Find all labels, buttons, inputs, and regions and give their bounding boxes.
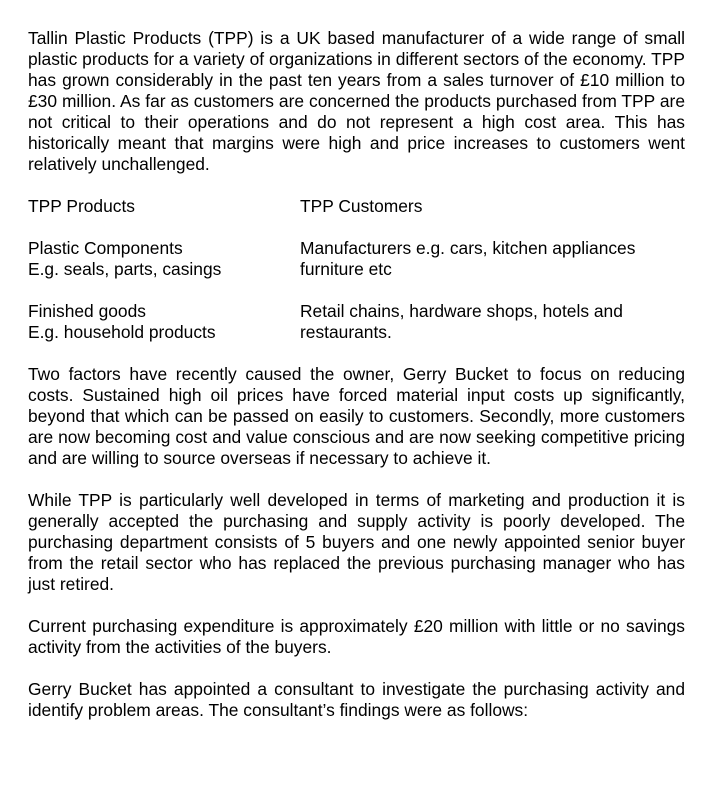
- intro-paragraph: Tallin Plastic Products (TPP) is a UK based manufacturer of a wide range of small plastic products for a variety of organizations in different sectors of the economy. TPP has grown considerably in the past ten years from a sales turnover of £10 million to £30 million. As far as customers are concerned the products purchased from TPP are not critical to their operations and do not represent a high cost area. This has historically meant that margins were high and price increases to customers went relatively unchallenged.: [28, 28, 685, 174]
- product-cell: [28, 301, 300, 343]
- factors-paragraph: Two factors have recently caused the owner, Gerry Bucket to focus on reducing costs. Sustained high oil prices have forced material input costs up significantly, beyond that which can be passed on easily to customers. Secondly, more customers are now becoming cost and value conscious and are now seeking competitive pricing and are willing to source overseas if necessary to achieve it.: [28, 364, 685, 468]
- table-header-row: [28, 196, 685, 217]
- customer-line: Manufacturers e.g. cars, kitchen appliances: [300, 238, 636, 258]
- customer-cell: [300, 301, 685, 343]
- product-name: Finished goods: [28, 301, 146, 321]
- customer-cell: [300, 238, 685, 280]
- table-row: [28, 238, 685, 280]
- customer-line: restaurants.: [300, 322, 392, 342]
- customer-line: furniture etc: [300, 259, 392, 279]
- customer-line: Retail chains, hardware shops, hotels and: [300, 301, 623, 321]
- customers-column-header: TPP Customers: [300, 196, 423, 216]
- document-page: [28, 28, 685, 742]
- expenditure-paragraph: Current purchasing expenditure is approximately £20 million with little or no savings activity from the activities of the buyers.: [28, 616, 685, 657]
- products-column-header: TPP Products: [28, 196, 135, 216]
- consultant-paragraph: Gerry Bucket has appointed a consultant to investigate the purchasing activity and identify problem areas. The consultant’s findings were as follows:: [28, 679, 685, 720]
- table-row: [28, 301, 685, 343]
- product-name: Plastic Components: [28, 238, 183, 258]
- product-example: E.g. seals, parts, casings: [28, 259, 222, 279]
- product-cell: [28, 238, 300, 280]
- products-customers-table: [28, 196, 685, 343]
- purchasing-paragraph: While TPP is particularly well developed in terms of marketing and production it is generally accepted the purchasing and supply activity is poorly developed. The purchasing department consists of 5 buyers and one newly appointed senior buyer from the retail sector who has replaced the previous purchasing manager who has just retired.: [28, 490, 685, 594]
- product-example: E.g. household products: [28, 322, 216, 342]
